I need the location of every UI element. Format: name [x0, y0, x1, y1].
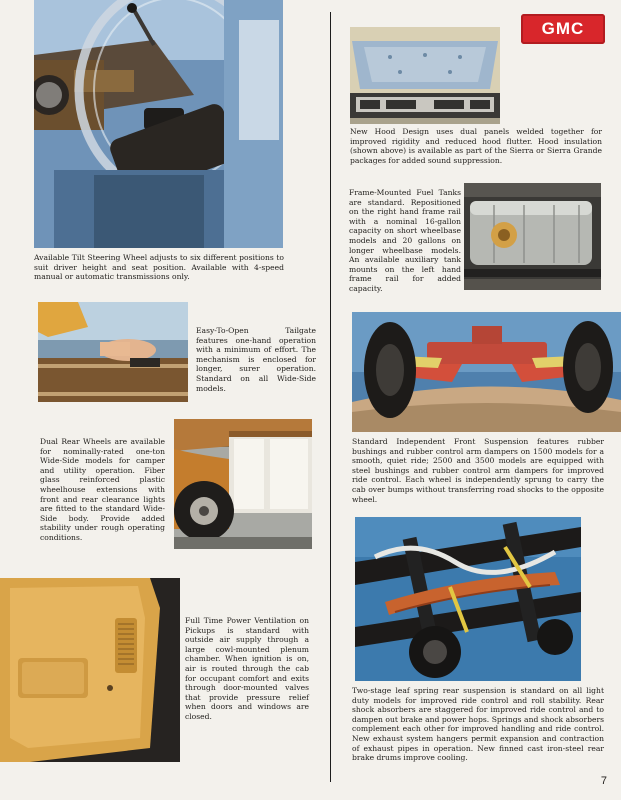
- tailgate-photo: [38, 302, 188, 402]
- column-divider: [330, 12, 331, 782]
- gmc-logo: GMC: [521, 14, 605, 44]
- dual-rear-wheels-photo: [174, 419, 312, 549]
- tilt-steering-wheel-photo: [34, 0, 283, 248]
- hood-insulation-photo: [350, 27, 500, 124]
- front-suspension-photo: [352, 312, 621, 432]
- dual-rear-wheels-caption: Dual Rear Wheels are available for nominally-rated one-ton Wide-Side models for camper and utility operation. Fiber glass reinforced plastic wheelhouse extensions with front and rear clearance lights are fitted to the standard Wide-Side body. Provide added stability under rough operating conditions.: [40, 437, 165, 542]
- rear-suspension-photo: [355, 517, 581, 681]
- tilt-steering-caption: Available Tilt Steering Wheel adjusts to six different positions to suit driver height and seat position. Available with 4-speed manual or automatic transmissions only.: [34, 253, 284, 282]
- power-ventilation-photo: [0, 578, 180, 762]
- front-suspension-caption: Standard Independent Front Suspension features rubber bushings and rubber control arm dampers on 1500 models for a smooth, quiet ride; 2500 and 3500 models are equipped with steel bushings and rubber control arm dampers for improved ride control. Each wheel is independently sprung to carry the cab over bumps without transferring road shocks to the opposite wheel.: [352, 437, 604, 504]
- rear-suspension-caption: Two-stage leaf spring rear suspension is standard on all light duty models for improved ride control and roll stability. Rear shock absorbers are staggered for improved ride control and to dampen out brake and power hops. Springs and shock absorbers complement each other for improved handling and ride control. New exhaust system hangers permit expansion and contraction of exhaust pipes in operation. New finned cast iron-steel rear brake drums improve cooling.: [352, 686, 604, 763]
- fuel-tank-photo: [464, 183, 601, 290]
- fuel-tanks-caption: Frame-Mounted Fuel Tanks are standard. Repositioned on the right hand frame rail with a nominal 16-gallon capacity on short wheelbase models and 20 gallons on longer wheelbase models. An available auxiliary tank mounts on the left hand frame rail for added capacity.: [349, 188, 461, 293]
- page-number: 7: [600, 775, 607, 787]
- tailgate-caption: Easy-To-Open Tailgate features one-hand operation with a minimum of effort. The mechanism is enclosed for longer, surer operation. Standard on all Wide-Side models.: [196, 326, 316, 393]
- hood-design-caption: New Hood Design uses dual panels welded together for improved rigidity and reduced hood flutter. Hood insulation (shown above) is available as part of the Sierra or Sierra Grande packages for added sound suppression.: [350, 127, 602, 165]
- power-ventilation-caption: Full Time Power Ventilation on Pickups is standard with outside air supply through a large cowl-mounted plenum chamber. When ignition is on, air is routed through the cab for occupant comfort and exits through door-mounted valves that provide pressure relief when doors and windows are closed.: [185, 616, 309, 721]
